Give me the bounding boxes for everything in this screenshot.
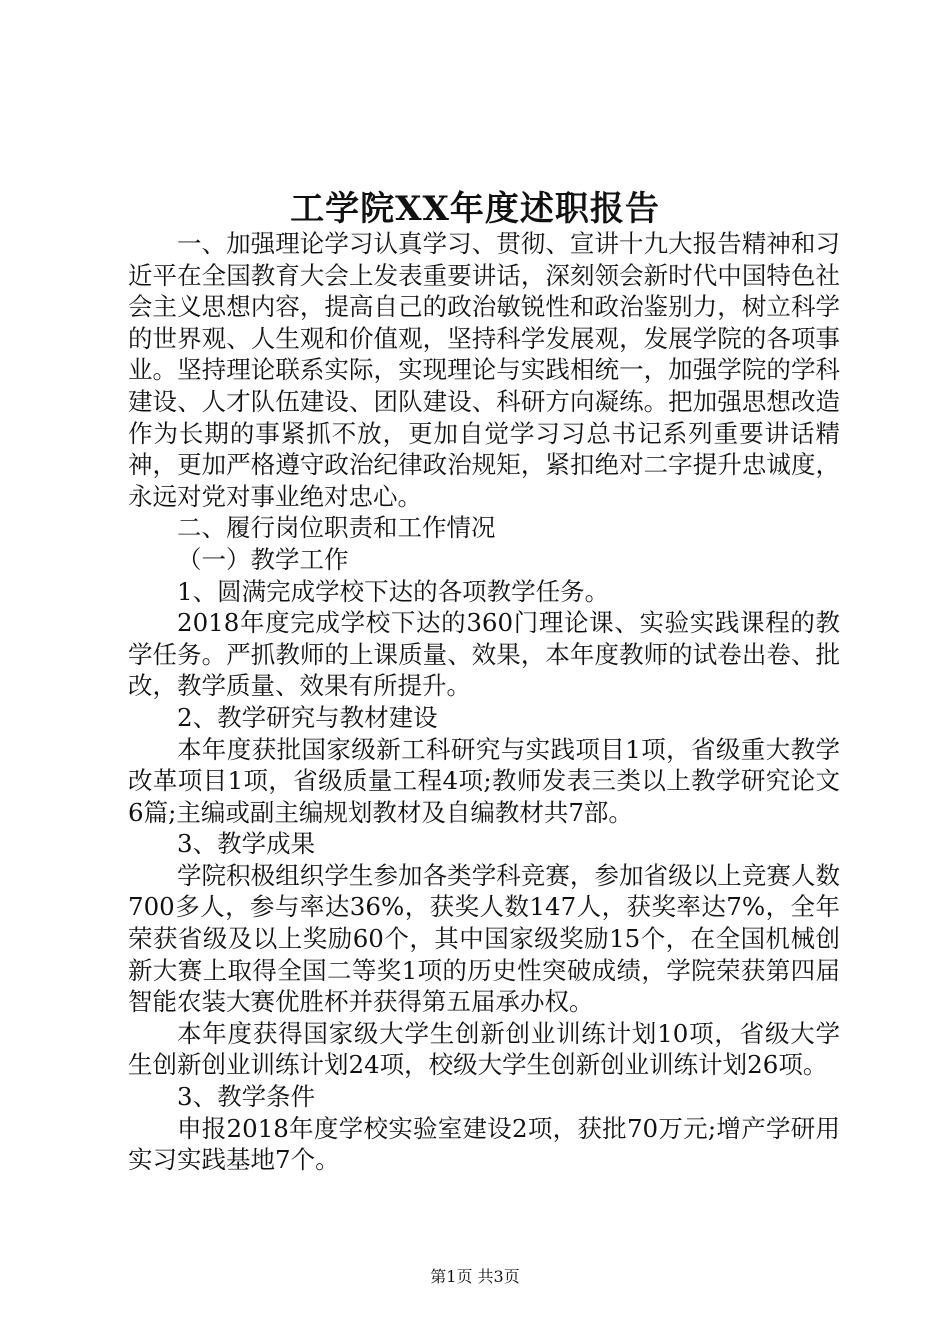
paragraph-theory-study: 一、加强理论学习认真学习、贯彻、宣讲十九大报告精神和习近平在全国教育大会上发表重要讲话，深刻领会新时代中国特色社会主义思想内容，提高自己的政治敏锐性和政治鉴别力，树立科学的世界观、人生观和价值观，坚持科学发展观，发展学院的各项事业。坚持理论联系实际，实现理论与实践相统一，加强学院的学科建设、人才队伍建设、团队建设、科研方向凝练。把加强思想改造作为长期的事紧抓不放，更加自觉学习习总书记系列重要讲话精神，更加严格遵守政治纪律政治规矩，紧扣绝对二字提升忠诚度，永远对党对事业绝对忠心。 [128,229,840,511]
paragraph-teaching-tasks: 2018年度完成学校下达的360门理论课、实验实践课程的教学任务。严抓教师的上课质量、效果，本年度教师的试卷出卷、批改，教学质量、效果有所提升。 [128,608,840,701]
heading-teaching-results: 3、教学成果 [177,829,316,859]
document-title: 工学院XX年度述职报告 [290,189,660,229]
heading-duties: 二、履行岗位职责和工作情况 [177,513,496,543]
heading-teaching-research: 2、教学研究与教材建设 [177,702,438,732]
page-number-footer: 第1页 共3页 [430,1267,520,1286]
document-body [128,228,840,1176]
heading-teaching-conditions: 3、教学条件 [177,1082,316,1112]
heading-teaching-work: （一）教学工作 [177,544,349,574]
paragraph-innovation-projects: 本年度获得国家级大学生创新创业训练计划10项，省级大学生创新创业训练计划24项，校级大学生创新创业训练计划26项。 [128,1018,840,1080]
paragraph-teaching-research: 本年度获批国家级新工科研究与实践项目1项，省级重大教学改革项目1项，省级质量工程4项;教师发表三类以上教学研究论文6篇;主编或副主编规划教材及自编教材共7部。 [128,734,840,827]
heading-teaching-tasks: 1、圆满完成学校下达的各项教学任务。 [177,576,610,606]
paragraph-lab-construction: 申报2018年度学校实验室建设2项，获批70万元;增产学研用实习实践基地7个。 [128,1113,840,1175]
paragraph-competitions: 学院积极组织学生参加各类学科竞赛，参加省级以上竞赛人数700多人，参与率达36%，获奖人数147人，获奖率达7%，全年荣获省级及以上奖励60个，其中国家级奖励15个，在全国机械创新大赛上取得全国二等奖1项的历史性突破成绩，学院荣获第四届智能农装大赛优胜杯并获得第五届承办权。 [128,860,840,1017]
